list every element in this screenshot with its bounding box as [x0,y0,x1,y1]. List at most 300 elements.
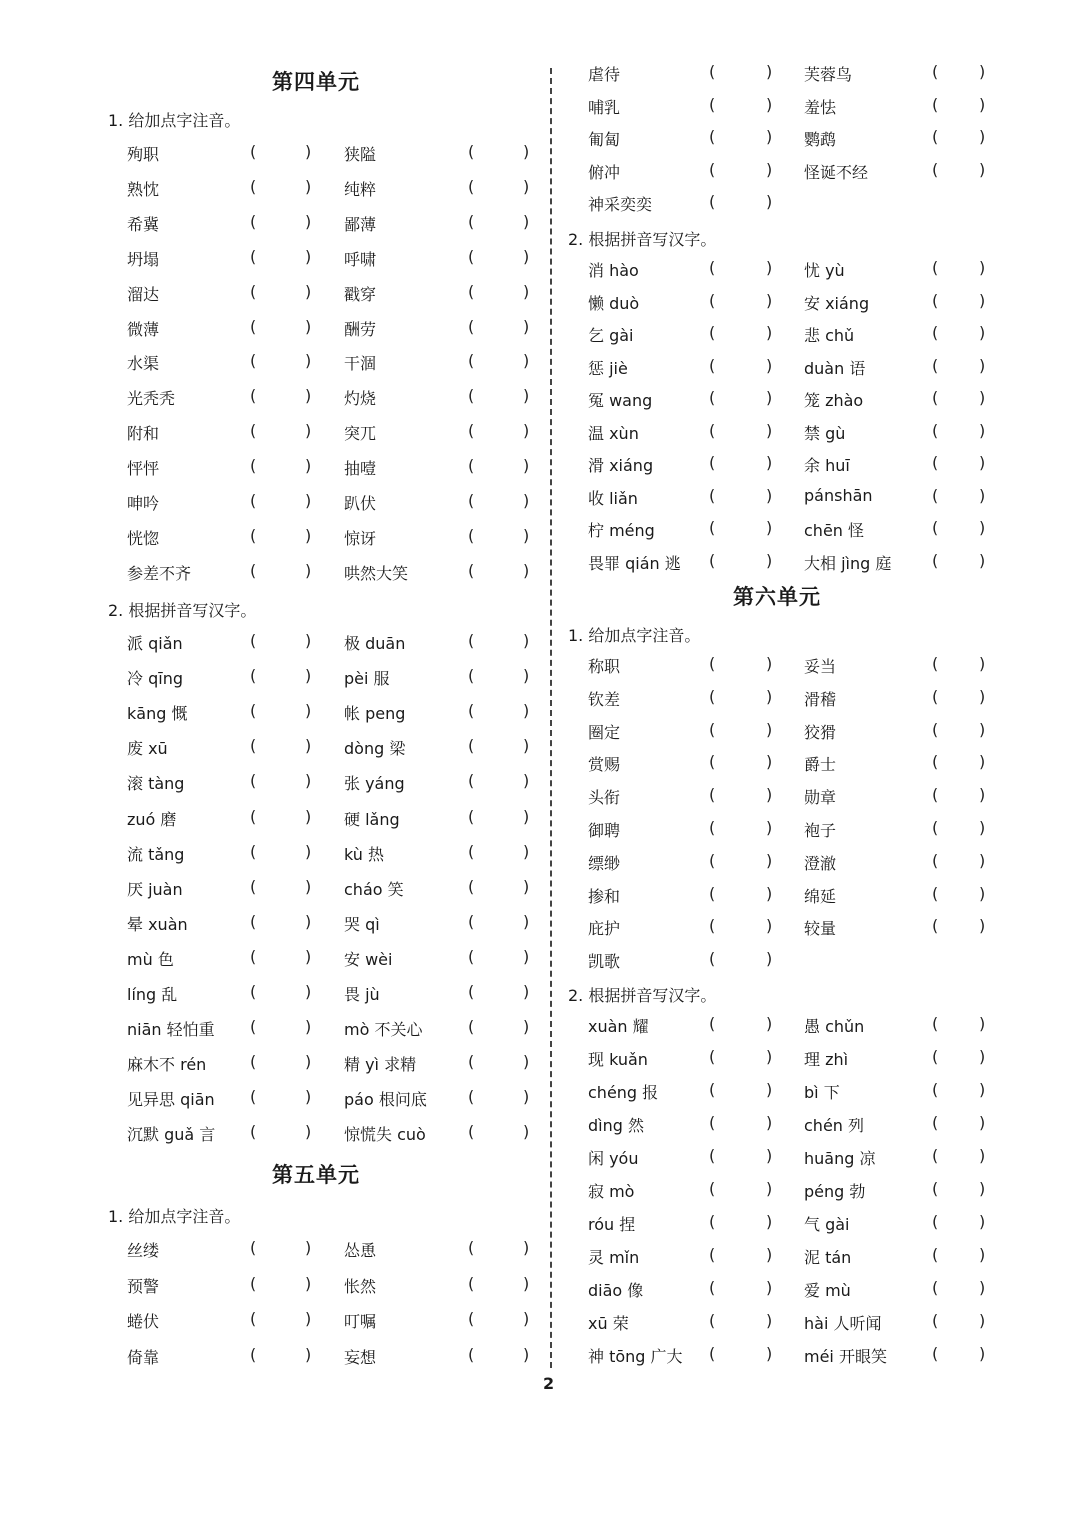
answer-blank-open: ( [250,211,257,231]
word-item: 怂恿 [344,1241,377,1260]
word-item: 帐 peng [344,704,406,724]
answer-blank-close: ) [979,916,986,936]
answer-blank-open: ( [709,518,716,537]
word-item: 安 xiáng [804,293,870,313]
answer-blank-close: ) [523,142,530,161]
column-divider [550,68,552,1368]
word-item: kù 热 [344,844,385,864]
answer-blank-close: ) [523,421,530,441]
answer-blank-open: ( [932,1080,939,1099]
answer-blank-open: ( [468,631,475,650]
answer-blank-close: ) [766,1014,773,1033]
answer-blank-close: ) [305,1344,312,1364]
word-item: 厌 juàn [127,879,183,899]
word-item: 滑稽 [804,689,837,709]
word-item: 丝缕 [127,1241,160,1260]
answer-blank-close: ) [766,1311,773,1330]
answer-blank-close: ) [979,752,986,772]
word-item: pèi 服 [344,669,390,689]
answer-blank-close: ) [523,1052,530,1072]
answer-blank-open: ( [468,142,475,161]
answer-blank-close: ) [305,1273,312,1293]
word-item: chéng 报 [588,1083,659,1102]
answer-blank-close: ) [305,666,312,686]
answer-blank-close: ) [979,420,986,440]
word-item: 泥 tán [804,1248,852,1267]
word-item: 精 yì 求精 [344,1055,417,1075]
answer-blank-close: ) [305,736,312,756]
word-item: 忧 yù [804,261,845,280]
answer-blank-open: ( [709,1278,716,1297]
word-item: 坍塌 [127,249,160,269]
word-item: 神采奕奕 [588,195,653,214]
word-item: 神 tōng 广大 [588,1347,683,1366]
answer-blank-close: ) [523,1273,530,1293]
word-item: 惊讶 [344,528,377,548]
answer-blank-open: ( [250,1238,257,1257]
word-item: dòng 梁 [344,739,406,759]
word-item: 袍子 [804,821,837,840]
word-item: 附和 [127,424,160,444]
answer-blank-close: ) [523,666,530,686]
answer-blank-close: ) [305,246,312,266]
answer-blank-open: ( [932,94,939,114]
answer-blank-close: ) [766,818,773,837]
word-item: 哭 qì [344,914,380,934]
word-item: xuàn 耀 [588,1017,649,1036]
answer-blank-close: ) [979,258,986,277]
exercise-title: 2. 根据拼音写汉字。 [568,986,717,1005]
answer-blank-close: ) [305,560,312,580]
answer-blank-open: ( [932,1113,939,1132]
answer-blank-open: ( [468,1052,475,1072]
word-item: 畏 jù [344,985,380,1004]
word-item: 趴伏 [344,494,377,513]
word-item: 哺乳 [588,97,621,117]
word-item: diāo 像 [588,1281,644,1300]
answer-blank-close: ) [523,246,530,266]
word-item: 倚靠 [127,1347,160,1367]
answer-blank-open: ( [709,686,716,706]
answer-blank-open: ( [932,420,939,440]
word-item: 哄然大笑 [344,563,409,583]
word-item: 晕 xuàn [127,914,188,934]
answer-blank-close: ) [766,485,773,505]
answer-blank-open: ( [709,323,716,342]
section-title-unit6: 第六单元 [733,584,821,609]
answer-blank-open: ( [468,316,475,336]
word-item: péng 勃 [804,1182,866,1201]
answer-blank-close: ) [979,453,986,472]
word-item: 凯歌 [588,952,621,972]
answer-blank-close: ) [523,982,530,1001]
answer-blank-open: ( [709,192,716,211]
word-item: 灼烧 [344,389,377,409]
answer-blank-close: ) [523,631,530,650]
answer-blank-open: ( [250,176,257,196]
answer-blank-open: ( [932,1179,939,1198]
answer-blank-close: ) [305,421,312,441]
answer-blank-open: ( [468,806,475,826]
answer-blank-open: ( [250,1052,257,1072]
answer-blank-close: ) [523,876,530,896]
word-item: 微薄 [127,319,160,339]
answer-blank-close: ) [979,1179,986,1198]
answer-blank-open: ( [250,1273,257,1293]
answer-blank-open: ( [709,420,716,440]
answer-blank-open: ( [932,159,939,179]
word-item: 妄想 [344,1347,377,1367]
word-item: 惊慌失 cuò [344,1125,426,1145]
answer-blank-close: ) [979,719,986,739]
answer-blank-close: ) [766,159,773,179]
answer-blank-close: ) [523,1309,530,1328]
answer-blank-open: ( [932,1245,939,1264]
answer-blank-open: ( [250,631,257,650]
section-title-unit5: 第五单元 [272,1162,360,1187]
word-item: 悲 chǔ [804,326,855,345]
answer-blank-close: ) [766,1245,773,1264]
exercise-title: 2. 根据拼音写汉字。 [568,230,717,249]
answer-blank-close: ) [979,388,986,407]
answer-blank-open: ( [468,1122,475,1142]
word-item: 张 yáng [344,774,405,794]
answer-blank-close: ) [523,351,530,371]
word-item: 笼 zhào [804,391,864,410]
word-item: zuó 磨 [127,809,177,829]
word-item: 圈定 [588,722,621,742]
answer-blank-close: ) [979,323,986,342]
word-item: 庇护 [588,919,621,939]
answer-blank-close: ) [979,159,986,179]
answer-blank-open: ( [932,1047,939,1066]
word-item: 冤 wang [588,391,653,410]
answer-blank-close: ) [979,1146,986,1165]
answer-blank-close: ) [305,1087,312,1107]
answer-blank-open: ( [932,1278,939,1297]
word-item: mù 色 [127,949,174,969]
answer-blank-open: ( [709,1047,716,1066]
word-item: 现 kuǎn [588,1050,648,1069]
answer-blank-open: ( [250,316,257,336]
word-item: 头衔 [588,788,621,808]
answer-blank-close: ) [523,946,530,966]
word-item: 沉默 guǎ 言 [127,1125,216,1145]
answer-blank-close: ) [979,1212,986,1231]
answer-blank-close: ) [766,1344,773,1363]
answer-blank-close: ) [305,946,312,966]
exercise-title: 1. 给加点字注音。 [568,626,701,645]
answer-blank-open: ( [250,421,257,441]
word-item: 水渠 [127,354,160,374]
section-title-unit4: 第四单元 [272,69,360,94]
word-item: 虐待 [588,65,621,84]
answer-blank-close: ) [523,211,530,231]
word-item: 见异思 qiān [127,1090,215,1110]
answer-blank-open: ( [709,785,716,805]
answer-blank-open: ( [468,771,475,791]
answer-blank-open: ( [932,1014,939,1033]
answer-blank-close: ) [979,1278,986,1297]
answer-blank-open: ( [932,654,939,673]
answer-blank-open: ( [709,355,716,375]
word-item: méi 开眼笑 [804,1347,887,1366]
answer-blank-open: ( [468,351,475,371]
answer-blank-open: ( [468,1273,475,1293]
answer-blank-open: ( [468,386,475,406]
word-item: 叮嘱 [344,1312,377,1331]
answer-blank-open: ( [468,1309,475,1328]
answer-blank-close: ) [979,785,986,805]
word-item: 抽噎 [344,459,377,479]
answer-blank-close: ) [766,850,773,870]
word-item: 流 tǎng [127,844,185,864]
word-item: 殉职 [127,145,160,164]
answer-blank-open: ( [709,1344,716,1363]
answer-blank-close: ) [766,1179,773,1198]
answer-blank-open: ( [250,1017,257,1037]
answer-blank-close: ) [766,127,773,146]
answer-blank-open: ( [932,752,939,772]
answer-blank-close: ) [305,1122,312,1142]
answer-blank-open: ( [250,982,257,1001]
answer-blank-open: ( [709,1245,716,1264]
answer-blank-close: ) [979,1113,986,1132]
word-item: 预警 [127,1276,160,1296]
exercise-title: 2. 根据拼音写汉字。 [108,601,257,620]
answer-blank-close: ) [523,736,530,756]
answer-blank-open: ( [468,701,475,721]
word-item: 愚 chǔn [804,1017,865,1036]
answer-blank-close: ) [766,388,773,407]
word-item: 惩 jiè [588,358,628,378]
answer-blank-open: ( [932,62,939,81]
word-item: 绵延 [804,886,837,906]
answer-blank-open: ( [468,1344,475,1364]
answer-blank-close: ) [523,560,530,580]
word-item: páo 根问底 [344,1090,427,1110]
answer-blank-open: ( [250,1309,257,1328]
answer-blank-close: ) [979,550,986,570]
answer-blank-open: ( [709,1080,716,1099]
answer-blank-open: ( [709,1146,716,1165]
word-item: chēn 怪 [804,521,865,540]
answer-blank-open: ( [709,127,716,146]
answer-blank-open: ( [709,94,716,114]
answer-blank-open: ( [250,701,257,721]
word-item: 纯粹 [344,179,377,199]
word-item: 缥缈 [588,853,621,873]
answer-blank-close: ) [523,491,530,510]
answer-blank-close: ) [766,883,773,903]
word-item: 理 zhì [804,1050,849,1069]
answer-blank-close: ) [979,818,986,837]
word-item: 冷 qīng [127,669,183,689]
answer-blank-open: ( [468,911,475,931]
word-item: 怪诞不经 [804,162,869,182]
answer-blank-close: ) [979,1047,986,1066]
answer-blank-close: ) [305,386,312,406]
word-item: 温 xùn [588,423,639,443]
answer-blank-close: ) [766,1047,773,1066]
answer-blank-open: ( [468,525,475,545]
answer-blank-close: ) [979,1245,986,1264]
word-item: chén 列 [804,1116,865,1135]
answer-blank-open: ( [250,1122,257,1142]
word-item: 芙蓉鸟 [804,65,853,84]
word-item: 怦怦 [127,459,160,479]
answer-blank-open: ( [709,752,716,772]
answer-blank-open: ( [250,946,257,966]
answer-blank-open: ( [250,142,257,161]
answer-blank-close: ) [523,1087,530,1107]
answer-blank-close: ) [305,911,312,931]
word-item: 羞怯 [804,97,837,117]
word-item: 闲 yóu [588,1149,639,1168]
answer-blank-close: ) [523,281,530,301]
page-number: 2 [543,1374,555,1393]
answer-blank-close: ) [305,982,312,1001]
answer-blank-close: ) [979,1311,986,1330]
answer-blank-open: ( [932,127,939,146]
word-item: 匍匐 [588,130,621,149]
answer-blank-close: ) [523,1122,530,1142]
answer-blank-open: ( [250,666,257,686]
word-item: 干涸 [344,354,377,374]
answer-blank-close: ) [766,453,773,472]
word-item: 突兀 [344,424,377,444]
answer-blank-open: ( [932,916,939,936]
answer-blank-close: ) [766,518,773,537]
answer-blank-close: ) [766,550,773,570]
answer-blank-close: ) [979,355,986,375]
exercise-title: 1. 给加点字注音。 [108,1207,241,1226]
word-item: 乞 gài [588,326,634,345]
answer-blank-close: ) [305,841,312,861]
word-item: 戳穿 [344,284,377,304]
answer-blank-close: ) [979,62,986,81]
answer-blank-close: ) [766,686,773,706]
word-item: 余 huī [804,456,850,475]
answer-blank-open: ( [250,876,257,896]
word-item: 御聘 [588,821,621,840]
answer-blank-open: ( [932,785,939,805]
answer-blank-open: ( [709,949,716,969]
answer-blank-open: ( [932,453,939,472]
answer-blank-close: ) [523,701,530,721]
answer-blank-close: ) [766,1212,773,1231]
word-item: 滚 tàng [127,774,185,794]
answer-blank-open: ( [250,281,257,301]
answer-blank-open: ( [468,421,475,441]
answer-blank-close: ) [305,456,312,476]
answer-blank-open: ( [250,1344,257,1364]
answer-blank-close: ) [766,719,773,739]
word-item: 懒 duò [588,293,640,313]
answer-blank-close: ) [766,752,773,772]
answer-blank-close: ) [523,1344,530,1364]
answer-blank-close: ) [979,290,986,310]
answer-blank-close: ) [305,771,312,791]
word-item: hài 人听闻 [804,1314,882,1333]
word-item: 畏罪 qián 逃 [588,553,681,573]
answer-blank-open: ( [709,850,716,870]
answer-blank-close: ) [766,1080,773,1099]
answer-blank-close: ) [305,1052,312,1072]
answer-blank-open: ( [468,841,475,861]
answer-blank-close: ) [766,916,773,936]
answer-blank-close: ) [766,654,773,673]
answer-blank-close: ) [979,1344,986,1363]
answer-blank-close: ) [766,290,773,310]
word-item: 参差不齐 [127,563,192,583]
answer-blank-close: ) [523,841,530,861]
answer-blank-open: ( [468,946,475,966]
answer-blank-close: ) [305,876,312,896]
answer-blank-close: ) [523,176,530,196]
answer-blank-close: ) [305,1238,312,1257]
answer-blank-close: ) [523,1017,530,1037]
answer-blank-close: ) [979,485,986,505]
answer-blank-close: ) [979,883,986,903]
word-item: niān 轻怕重 [127,1020,215,1040]
answer-blank-open: ( [468,491,475,510]
answer-blank-open: ( [709,1113,716,1132]
answer-blank-close: ) [979,127,986,146]
word-item: 妥当 [804,657,837,676]
word-item: 较量 [804,919,837,939]
answer-blank-open: ( [709,1179,716,1198]
answer-blank-open: ( [250,386,257,406]
answer-blank-open: ( [468,176,475,196]
word-item: 寂 mò [588,1182,635,1201]
word-item: 称职 [588,657,621,676]
answer-blank-open: ( [932,518,939,537]
answer-blank-open: ( [250,841,257,861]
word-item: 赏赐 [588,755,621,775]
answer-blank-open: ( [250,1087,257,1107]
answer-blank-close: ) [523,316,530,336]
word-item: dìng 然 [588,1116,644,1135]
answer-blank-close: ) [979,1014,986,1033]
answer-blank-close: ) [766,94,773,114]
answer-blank-close: ) [305,142,312,161]
answer-blank-open: ( [250,491,257,510]
word-item: duàn 语 [804,358,866,378]
answer-blank-open: ( [709,485,716,505]
word-item: 爱 mù [804,1281,851,1300]
answer-blank-open: ( [468,281,475,301]
word-item: 鹦鹉 [804,130,837,149]
word-item: 派 qiǎn [127,634,183,653]
answer-blank-close: ) [766,1113,773,1132]
answer-blank-open: ( [709,388,716,407]
answer-blank-open: ( [250,911,257,931]
word-item: huāng 凉 [804,1149,876,1168]
answer-blank-close: ) [979,94,986,114]
answer-blank-open: ( [709,654,716,673]
word-item: 钦差 [588,689,621,709]
answer-blank-open: ( [250,525,257,545]
answer-blank-open: ( [932,719,939,739]
answer-blank-open: ( [709,1014,716,1033]
answer-blank-close: ) [523,386,530,406]
answer-blank-close: ) [766,785,773,805]
word-item: bì 下 [804,1083,840,1102]
answer-blank-open: ( [709,883,716,903]
answer-blank-close: ) [305,176,312,196]
answer-blank-open: ( [709,1311,716,1330]
